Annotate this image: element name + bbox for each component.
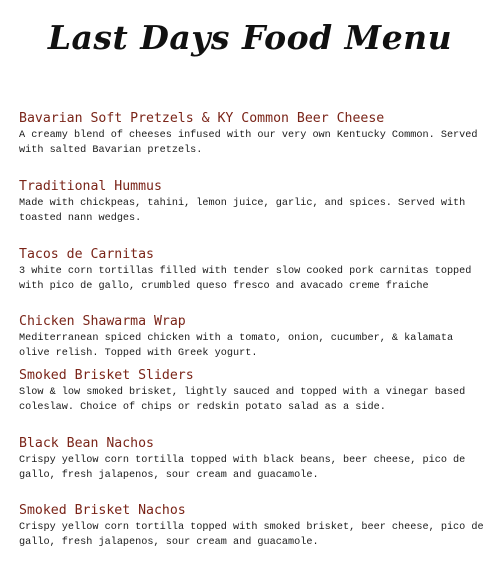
menu-item-name: Traditional Hummus bbox=[19, 179, 162, 194]
menu-item-description: Mediterranean spiced chicken with a tomato, onion, cucumber, & kalamata olive relish. Topped with Greek yogurt. bbox=[19, 333, 454, 359]
menu-item bbox=[19, 314, 484, 361]
menu-item-name: Chicken Shawarma Wrap bbox=[19, 314, 186, 329]
menu-item bbox=[19, 111, 484, 158]
menu-item-description: Slow & low smoked brisket, lightly sauced and topped with a vinegar based coleslaw. Choice of chips or redskin potato salad as a side. bbox=[19, 387, 466, 413]
menu-item-name: Tacos de Carnitas bbox=[19, 247, 154, 262]
menu-item-name: Smoked Brisket Nachos bbox=[19, 503, 186, 518]
menu-item bbox=[19, 503, 484, 550]
menu-item-name: Black Bean Nachos bbox=[19, 436, 154, 451]
menu-item-name: Smoked Brisket Sliders bbox=[19, 368, 194, 383]
menu-item-description: Made with chickpeas, tahini, lemon juice, garlic, and spices. Served with toasted nann wedges. bbox=[19, 198, 466, 224]
menu-item bbox=[19, 368, 484, 415]
menu-item-description: Crispy yellow corn tortilla topped with black beans, beer cheese, pico de gallo, fresh jalapenos, sour cream and guacamole. bbox=[19, 455, 466, 481]
menu-item-description: 3 white corn tortillas filled with tender slow cooked pork carnitas topped with pico de gallo, crumbled queso fresco and avacado creme fraiche bbox=[19, 266, 472, 292]
menu-item bbox=[19, 247, 484, 294]
menu-title: Last Days Food Menu bbox=[47, 18, 453, 57]
menu-item bbox=[19, 436, 484, 483]
menu-item bbox=[19, 179, 484, 226]
menu-item-description: Crispy yellow corn tortilla topped with smoked brisket, beer cheese, pico de gallo, fresh jalapenos, sour cream and guacamole. bbox=[19, 522, 484, 548]
menu-item-description: A creamy blend of cheeses infused with our very own Kentucky Common. Served with salted Bavarian pretzels. bbox=[19, 130, 478, 156]
menu-item-name: Bavarian Soft Pretzels & KY Common Beer Cheese bbox=[19, 111, 385, 126]
